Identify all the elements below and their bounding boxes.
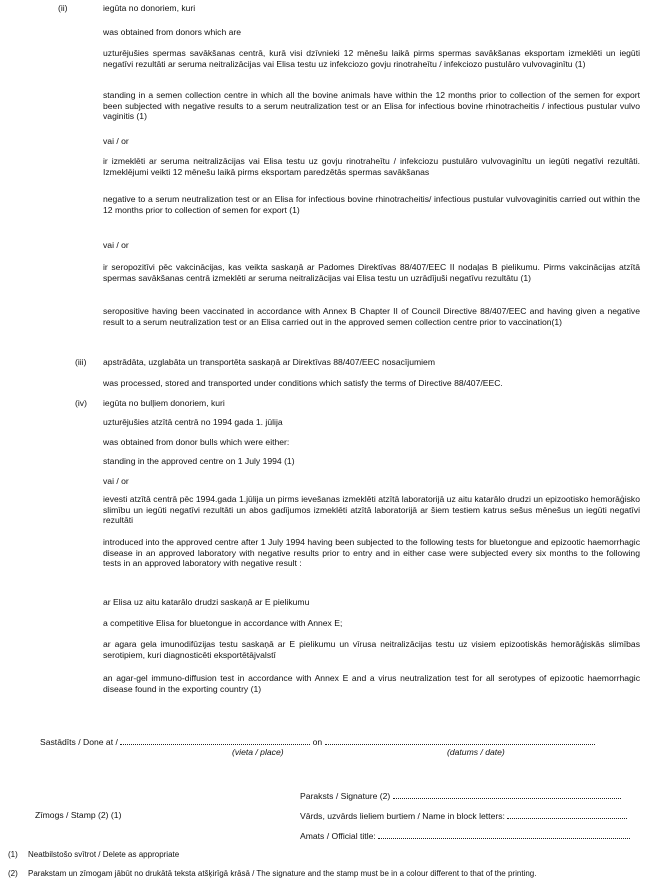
official-title-field[interactable]	[378, 830, 630, 839]
done-at-label: Sastādīts / Done at /	[40, 737, 118, 747]
done-at-line	[40, 736, 595, 748]
item-ii-en: was obtained from donors which are	[103, 27, 242, 37]
item-iv-en2: standing in the approved centre on 1 July 1994 (1)	[103, 456, 295, 466]
item-ii-lv: iegūta no donoriem, kuri	[103, 3, 196, 13]
place-field[interactable]	[120, 736, 310, 745]
date-field[interactable]	[325, 736, 595, 745]
signature-field[interactable]	[393, 790, 621, 799]
item-ii-sub1-lv: uzturējušies spermas savākšanas centrā, kurā visi dzīvnieki 12 mēnešu laikā pirms spermas savākšanas eksportam izmeklēti un iegūti negatīvi rezultāti ar seruma neitralizācijas vai Elisa testu uz infekciozo govju rinotraheītu / infekciozo pustulāro vulvovaginītu (1)	[103, 48, 640, 69]
official-title-line	[300, 830, 630, 842]
official-title-label: Amats / Official title:	[300, 831, 376, 841]
item-ii-marker: (ii)	[58, 3, 68, 13]
footnote-1	[8, 850, 179, 861]
name-caps-line	[300, 810, 627, 822]
item-ii-sub2-en: negative to a serum neutralization test or an Elisa for infectious bovine rhinotracheitis/ infectious pustular vulvovaginitis carried out within the 12 months prior to collection of semen for export (1)	[103, 194, 640, 215]
item-iv-lv2: uzturējušies atzītā centrā no 1994 gada 1. jūlija	[103, 417, 283, 427]
footnote-2	[8, 869, 536, 880]
item-iv-sub1-en: introduced into the approved centre after 1 July 1994 having been subjected to the following tests for bluetongue and epizootic haemorrhagic disease in an approved laboratory with negative results prior to entry and in either case were subjected every six months to the following tests in an approved laboratory with negative result :	[103, 537, 640, 569]
item-iii-en: was processed, stored and transported under conditions which satisfy the terms of Directive 88/407/EEC.	[103, 378, 503, 388]
footnote-mark: (2)	[8, 869, 18, 878]
item-ii-sub1-en: standing in a semen collection centre in which all the bovine animals have within the 12 months prior to collection of the semen for export been subjected with negative results to a serum neutralization test or an Elisa for infectious bovine rhinotracheitis / infectious pustular vulvo vaginitis (1)	[103, 90, 640, 122]
item-iii-marker: (iii)	[75, 357, 87, 367]
item-iii-lv: apstrādāta, uzglabāta un transportēta saskaņā ar Direktīvas 88/407/EEC nosacījumiem	[103, 357, 435, 367]
item-iv-sub3-en: an agar-gel immuno-diffusion test in accordance with Annex E and a virus neutralization test for all serotypes of epizootic haemorrhagic disease found in the exporting country (1)	[103, 673, 640, 694]
date-caption: (datums / date)	[447, 747, 505, 757]
name-caps-field[interactable]	[507, 810, 627, 819]
place-caption: (vieta / place)	[232, 747, 284, 757]
item-ii-sub3-en: seropositive having been vaccinated in accordance with Annex B Chapter II of Council Directive 88/407/EEC and having given a negative result to a serum neutralization test or an Elisa carried out in the approved semen collection centre prior to vaccination(1)	[103, 306, 640, 327]
name-caps-label: Vārds, uzvārds lieliem burtiem / Name in block letters:	[300, 811, 505, 821]
item-iv-lv: iegūta no bulļiem donoriem, kuri	[103, 398, 225, 408]
signature-line	[300, 790, 621, 802]
or-separator: vai / or	[103, 136, 129, 146]
item-iv-sub2-en: a competitive Elisa for bluetongue in accordance with Annex E;	[103, 618, 343, 628]
item-ii-sub2-lv: ir izmeklēti ar seruma neitralizācijas vai Elisa testu uz govju rinotraheītu / infekciozu pustulāro vulvovaginītu un iegūti negatīvi rezultāti. Izmeklējumi veikti 12 mēnešu laikā pirms eksportam paredzētās spermas savākšanas	[103, 156, 640, 177]
item-iv-en: was obtained from donor bulls which were either:	[103, 437, 290, 447]
or-separator: vai / or	[103, 476, 129, 486]
footnote-text: Parakstam un zīmogam jābūt no drukātā teksta atšķirīgā krāsā / The signature and the stamp must be in a colour different to that of the printing.	[28, 869, 537, 878]
signature-label: Paraksts / Signature (2)	[300, 791, 391, 801]
or-separator: vai / or	[103, 240, 129, 250]
footnote-text: Neatbilstošo svītrot / Delete as appropriate	[28, 850, 180, 859]
stamp-label: Zīmogs / Stamp (2) (1)	[35, 810, 122, 820]
on-label: on	[312, 737, 323, 747]
item-iv-sub3-lv: ar agara gela imunodifūzijas testu saskaņā ar E pielikumu un vīrusa neitralizācijas testu uz visiem epizootiskās hemorāģiskās slimības serotipiem, kuri diagnosticēti eksportētājvalstī	[103, 639, 640, 660]
item-iv-sub1-lv: ievesti atzītā centrā pēc 1994.gada 1.jūlija un pirms ievešanas izmeklēti atzītā laboratorijā uz aitu katarālo drudzi un epizootisko hemorāģisko slimību un iegūti negatīvi rezultāti un abos gadījumos izmeklēti atzītā laboratorijā ar šiem testiem katrus sešus mēnešus un iegūti negatīvi rezultāti	[103, 494, 640, 526]
item-iv-marker: (iv)	[75, 398, 87, 408]
footnote-mark: (1)	[8, 850, 18, 859]
item-ii-sub3-lv: ir seropozitīvi pēc vakcinācijas, kas veikta saskaņā ar Padomes Direktīvas 88/407/EEC II nodaļas B pielikumu. Pirms vakcinācijas atzītā spermas savākšanas centrā izmeklēti ar seruma neitralizācijas vai Elisa testu un uzrādījuši negatīvu rezultātu (1)	[103, 262, 640, 283]
item-iv-sub2-lv: ar Elisa uz aitu katarālo drudzi saskaņā ar E pielikumu	[103, 597, 310, 607]
